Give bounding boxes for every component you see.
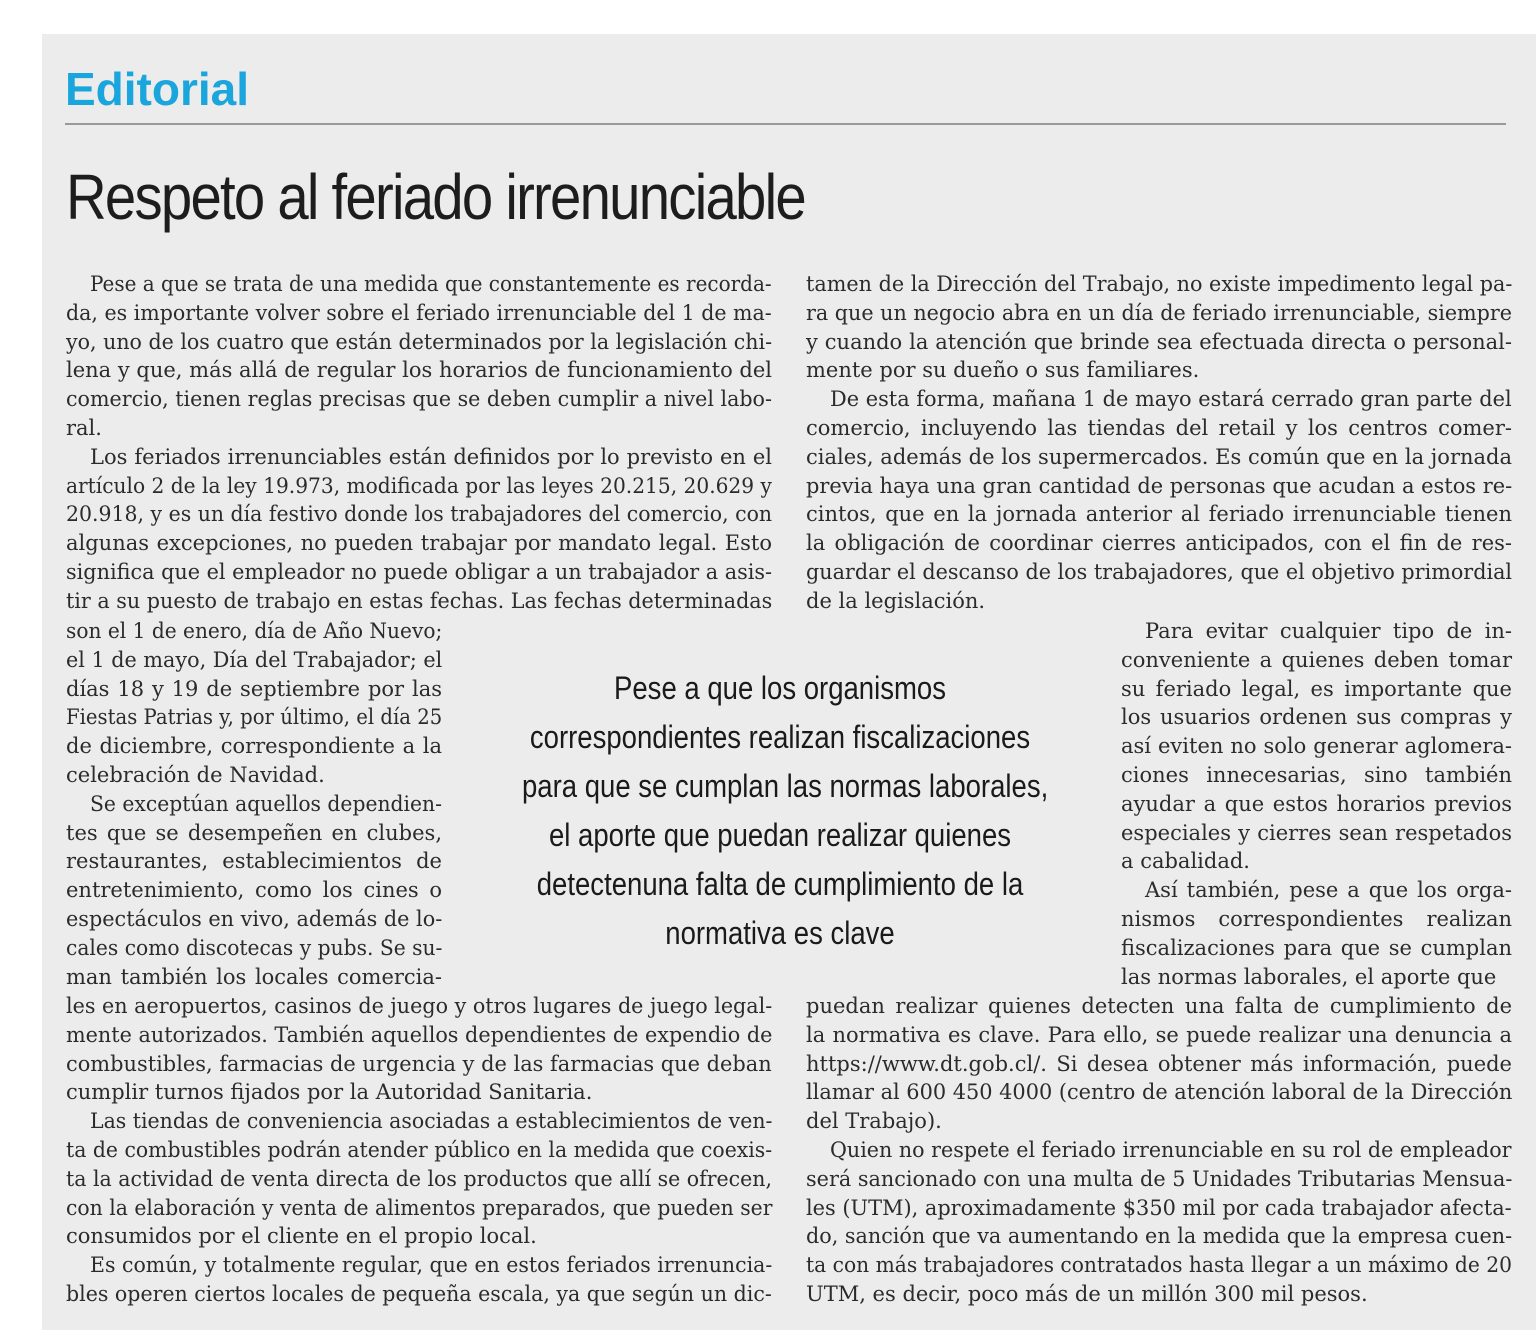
article-line: Se exceptúan aquellos dependien- [90,791,442,816]
article-line: mente autorizados. También aquellos dependientes de expendio de [66,1022,773,1047]
pull-quote [522,664,1049,958]
article-line: días 18 y 19 de septiembre por las [66,676,442,701]
article-line: UTM, es decir, poco más de un millón 300 mil pesos. [806,1282,1368,1306]
article-line: y cuando la atención que brinde sea efectuada directa o personal- [806,329,1512,354]
article-line: fiscalizaciones para que se cumplan [1121,935,1512,960]
article-line: do, sanción que va aumentando en la medida que la empresa cuen- [806,1224,1513,1249]
article-line: a cabalidad. [1121,849,1250,874]
article-line: cumplir turnos fijados por la Autoridad Sanitaria. [66,1080,593,1105]
article-line: man también los locales comercia- [66,964,442,989]
article-line: del Trabajo). [806,1109,942,1134]
article-line: combustibles, farmacias de urgencia y de las farmacias que deban [66,1051,772,1076]
article-line: cintos, que en la jornada anterior al feriado irrenunciable tienen [806,502,1512,527]
article-line: guardar el descanso de los trabajadores, que el objetivo primordial [806,560,1513,584]
pull-quote-line: Pese a que los organismos [614,670,946,706]
article-line: Fiestas Patrias y, por último, el día 25 [66,705,443,730]
article-line: da, es importante volver sobre el feriado irrenunciable del 1 de ma- [66,300,772,325]
article-line: ta de combustibles podrán atender público en la medida que coexis- [66,1138,773,1162]
article-line: Las tiendas de conveniencia asociadas a establecimientos de ven- [90,1109,773,1134]
article-line: será sancionado con una multa de 5 Unidades Tributarias Mensua- [806,1166,1513,1191]
article-line: les en aeropuertos, casinos de juego y otros lugares de juego legal- [66,994,773,1018]
headline: Respeto al feriado irrenunciable [66,161,805,233]
article-line: ral. [66,416,102,440]
article-line: ta con más trabajadores contratados hasta llegar a un máximo de 20 [806,1253,1512,1278]
pull-quote-line: correspondientes realizan fiscalizaciones [529,719,1031,755]
article-line: les (UTM), aproximadamente $350 mil por cada trabajador afecta- [806,1195,1512,1220]
article-line: los usuarios ordenen sus compras y [1121,705,1512,730]
article-line: de diciembre, correspondiente a la [66,734,442,759]
article-line: Para evitar cualquier tipo de in- [1145,619,1512,643]
article-line: Quien no respete el feriado irrenunciable en su rol de empleador [830,1138,1512,1162]
article-line: con la elaboración y venta de alimentos preparados, que pueden ser [66,1195,773,1220]
article-line: la obligación de coordinar cierres anticipados, con el fin de res- [806,531,1512,556]
article-line: previa haya una gran cantidad de personas que acudan a estos re- [806,473,1513,498]
article-line: así eviten no solo generar aglomera- [1121,734,1512,759]
article-line: de la legislación. [806,588,986,613]
article-line: consumidos por el cliente en el propio local. [66,1224,537,1249]
article-line: las normas laborales, el aporte que [1121,964,1497,989]
article-line: algunas excepciones, no pueden trabajar por mandato legal. Esto [66,531,772,556]
pull-quote-line: detectenuna falta de cumplimiento de la [536,866,1024,902]
article-line: ayudar a que estos horarios previos [1121,791,1512,816]
article-line: nismos correspondientes realizan [1121,907,1512,931]
article-line: https://www.dt.gob.cl/. Si desea obtener más información, puede [806,1051,1512,1076]
article-line: espectáculos en vivo, además de lo- [66,907,443,931]
article-line: 20.918, y es un día festivo donde los trabajadores del comercio, con [66,502,773,527]
article-line: artículo 2 de la ley 19.973, modificada por las leyes 20.215, 20.629 y [66,473,772,498]
article-line: la normativa es clave. Para ello, se puede realizar una denuncia a [806,1022,1512,1047]
article-line: ra que un negocio abra en un día de feriado irrenunciable, siempre [806,300,1513,325]
article-line: yo, uno de los cuatro que están determinados por la legislación chi- [66,329,773,354]
pull-quote-line: el aporte que puedan realizar quienes [548,817,1012,853]
article-line: restaurantes, establecimientos de [66,849,442,874]
article-line: tamen de la Dirección del Trabajo, no existe impedimento legal pa- [806,272,1513,296]
article-line: llamar al 600 450 4000 (centro de atención laboral de la Dirección [806,1080,1513,1105]
article-line: De esta forma, mañana 1 de mayo estará cerrado gran parte del [830,387,1512,412]
article-line: Los feriados irrenunciables están definidos por lo previsto en el [90,444,772,469]
article-line: su feriado legal, es importante que [1121,676,1512,701]
article-line: cales como discotecas y pubs. Se su- [66,935,443,960]
article-line: ciales, además de los supermercados. Es común que en la jornada [806,444,1512,469]
article-line: son el 1 de enero, día de Año Nuevo; [66,619,443,643]
article-line: mente por su dueño o sus familiares. [806,358,1200,383]
article-line: comercio, tienen reglas precisas que se deben cumplir a nivel labo- [66,387,772,412]
article-line: entretenimiento, como los cines o [66,878,442,903]
article-line: Así también, pese a que los orga- [1145,878,1512,903]
section-label: Editorial [65,63,250,115]
article-line: bles operen ciertos locales de pequeña escala, ya que según un dic- [66,1282,772,1306]
article-line: conveniente a quienes deben tomar [1121,647,1512,672]
article-line: tes que se desempeñen en clubes, [66,820,442,845]
pull-quote-line: normativa es clave [665,915,895,951]
article-line: puedan realizar quienes detecten una falta de cumplimiento de [806,994,1512,1018]
section-divider [65,123,1506,125]
article-line: significa que el empleador no puede obligar a un trabajador a asis- [66,560,773,584]
article-line: Es común, y totalmente regular, que en estos feriados irrenuncia- [90,1253,773,1278]
article-line: Pese a que se trata de una medida que constantemente es recorda- [90,272,772,296]
article-line: el 1 de mayo, Día del Trabajador; el [66,647,443,672]
article-line: ta la actividad de venta directa de los productos que allí se ofrecen, [66,1166,772,1191]
article-line: comercio, incluyendo las tiendas del retail y los centros comer- [806,416,1512,440]
article-line: especiales y cierres sean respetados [1121,820,1512,845]
pull-quote-line: para que se cumplan las normas laborales, [522,768,1049,804]
article-line: ciones innecesarias, sino también [1121,763,1512,787]
article-line: celebración de Navidad. [66,763,325,787]
article-line: lena y que, más allá de regular los horarios de funcionamiento del [66,358,772,383]
article-line: tir a su puesto de trabajo en estas fechas. Las fechas determinadas [66,588,773,613]
